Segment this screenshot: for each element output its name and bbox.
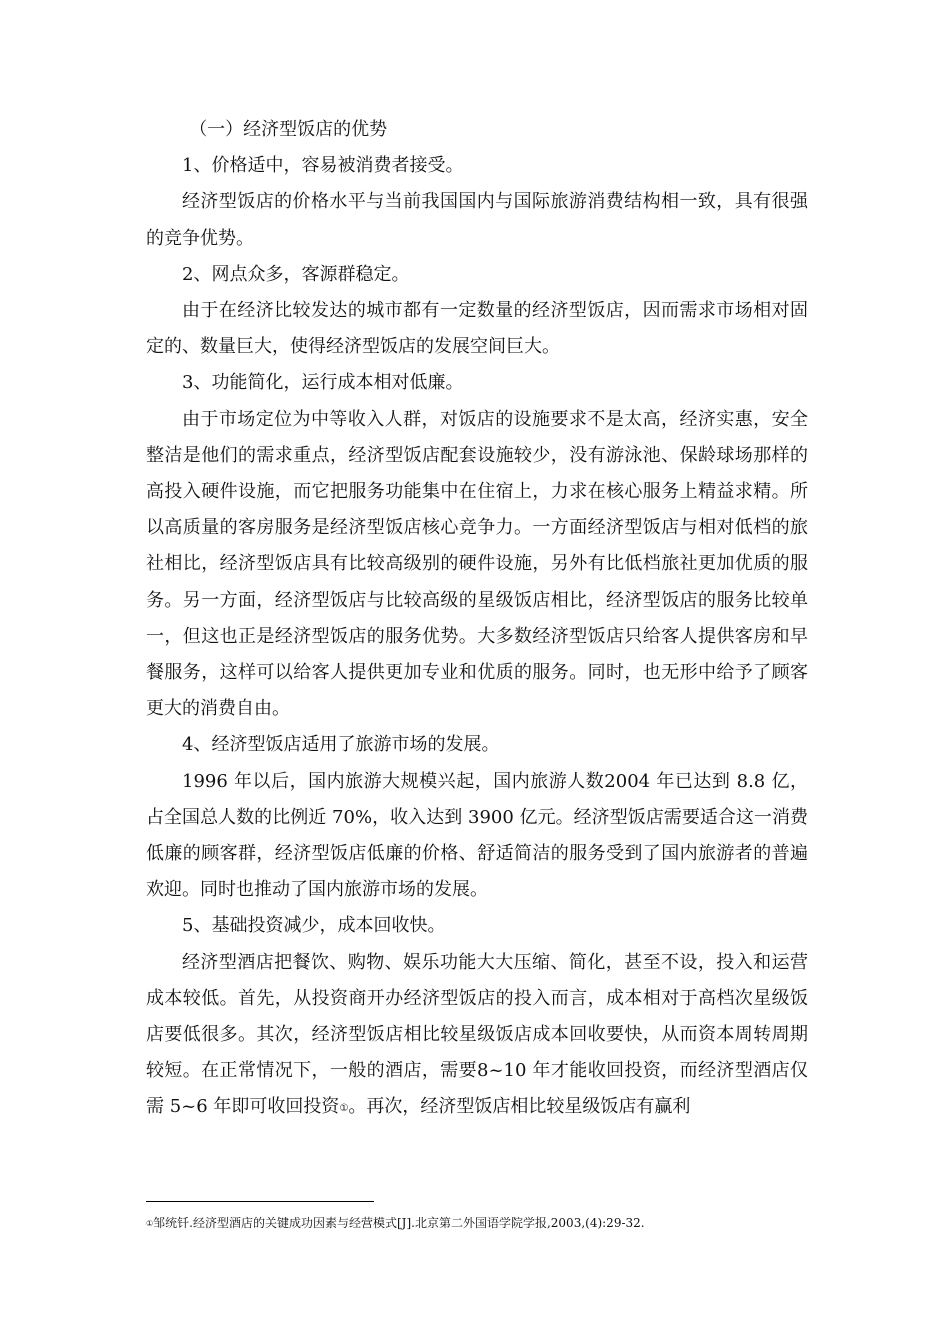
point-5-heading: 5、基础投资减少，成本回收快。 (182, 915, 446, 937)
point-1-body: 经济型饭店的价格水平与当前我国国内与国际旅游消费结构相一致，具有很强的竞争优势。 (146, 191, 808, 249)
section-title: （一）经济型饭店的优势 (189, 119, 388, 140)
point-5-body-text: 经济型酒店把餐饮、购物、娱乐功能大大压缩、简化，甚至不设，投入和运营成本较低。首先，从投资商开办经济型饭店的投入而言，成本相对于高档次星级饭店要低很多。其次，经济型饭店相比较星级饭店成本回收要快，从而资本周转周期较短。在正常情况下，一般的酒店，需要8~10 年才能收回投资，而经济型酒店仅需 5~6 年即可收回投资 (146, 951, 808, 1118)
point-3-body: 由于市场定位为中等收入人群，对饭店的设施要求不是太高，经济实惠，安全整洁是他们的需求重点，经济型饭店配套设施较少，没有游泳池、保龄球场那样的高投入硬件设施，而它把服务功能集中在住宿上，力求在核心服务上精益求精。所以高质量的客房服务是经济型饭店核心竞争力。一方面经济型饭店与相对低档的旅社相比，经济型饭店具有比较高级别的硬件设施，另外有比低档旅社更加优质的服务。另一方面，经济型饭店与比较高级的星级饭店相比，经济型饭店的服务比较单一，但这也正是经济型饭店的服务优势。大多数经济型饭店只给客人提供客房和早餐服务，这样可以给客人提供更加专业和优质的服务。同时，也无形中给予了顾客更大的消费自由。 (146, 408, 808, 720)
footnote-divider (146, 1201, 374, 1202)
point-5-body-continued: 。再次，经济型饭店相比较星级饭店有赢利 (348, 1096, 691, 1118)
footnote (146, 1214, 826, 1233)
point-5-body (146, 945, 808, 1128)
document-body (146, 112, 808, 1128)
point-2-body: 由于在经济比较发达的城市都有一定数量的经济型饭店，因而需求市场相对固定的、数量巨大，使得经济型饭店的发展空间巨大。 (146, 300, 808, 358)
footnote-marker: ① (146, 1219, 154, 1229)
point-4-body: 1996 年以后，国内旅游大规模兴起，国内旅游人数2004 年已达到 8.8 亿，占全国总人数的比例近 70%，收入达到 3900 亿元。经济型饭店需要适合这一消费低廉的顾客群，经济型饭店低廉的价格、舒适简洁的服务受到了国内旅游者的普遍欢迎。同时也推动了国内旅游市场的发展。 (146, 770, 808, 901)
point-1-heading: 1、价格适中，容易被消费者接受。 (182, 155, 464, 177)
point-4-heading: 4、经济型饭店适用了旅游市场的发展。 (182, 734, 500, 756)
point-3-heading: 3、功能简化，运行成本相对低廉。 (182, 372, 464, 394)
footnote-reference[interactable]: ① (339, 1103, 349, 1115)
footnote-text: 邹统钎.经济型酒店的关键成功因素与经营模式[J].北京第二外国语学院学报,2003,(4):29-32. (153, 1216, 645, 1230)
point-2-heading: 2、网点众多，客源群稳定。 (182, 263, 410, 285)
